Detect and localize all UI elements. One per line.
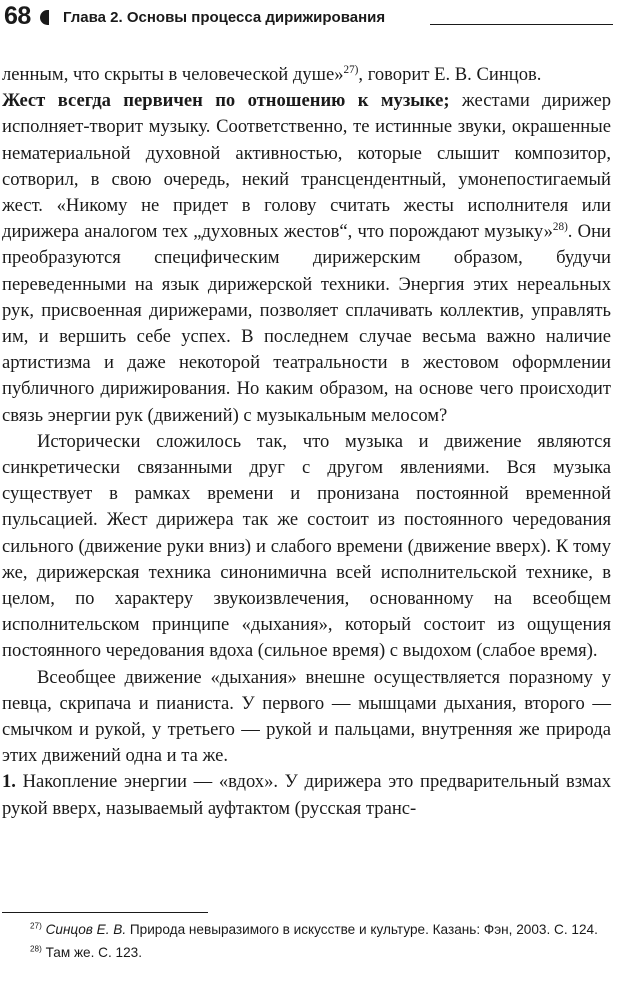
paragraph-1 [2, 62, 611, 429]
p1-text-4: . Они преобразуются специфическим дирижерским образом, будучи переведенными на язык дирижерской техники. Энергия этих нереальных рук, присвоенная дирижерами, позволяет сплачивать коллектив, управлять им, и вершить себе успех. В последнем случае весьма важно наличие артистизма и даже некоторой театральности в жестовом оформлении публичного дирижирования. Но каким образом, на основе чего происходит связь энергии рук (движений) с музыкальным мелосом? [2, 221, 611, 426]
p1-text-3: жестами дирижер исполняет-творит музыку. Соответственно, те истинные звуки, окрашенные нематериальной духовной активностью, которые слышит композитор, сотворил, в свою очередь, некий трансцендентный, умонепостигаемый жест. «Никому не придет в голову считать жесты исполнителя или дирижера аналогом тех „духовных жестов“, что порождают музыку» [2, 90, 611, 243]
p1-text-1: ленным, что скрыты в человеческой душе» [2, 64, 344, 85]
page-number: 68 [4, 2, 31, 30]
footnotes [2, 918, 611, 964]
paragraph-2: Исторически сложилось так, что музыка и движение являются синкретически связанными друг с другом явлениями. Вся музыка существует в рамках времени и пронизана постоянной временной пульсацией. Жест дирижера так же состоит из постоянного чередования сильного (движение руки вниз) и слабого времени (движение вверх). К тому же, дирижерская техника синонимична всей исполнительской технике, в целом, по характеру звукоизвлечения, основанному на всеобщем исполнительском принципе «дыхания», который состоит из ощущения постоянного чередования вдоха (сильное время) с выдохом (слабое время). [2, 430, 611, 662]
header-rule [430, 24, 613, 25]
footnote-ref-27: 27) [343, 63, 359, 76]
paragraph-3: Всеобщее движение «дыхания» внешне осуществляется поразному у певца, скрипача и пианиста. У первого — мышцами дыхания, второго — смычком и рукой, у третьего — рукой и пальцами, внутренняя же природа этих движений одна и та же. [2, 666, 611, 767]
footnote-mark: 28) [30, 944, 42, 954]
footnote-rule [2, 912, 208, 913]
paragraph-4 [2, 769, 611, 821]
footnote-28 [2, 941, 611, 964]
footnote-text: Природа невыразимого в искусстве и культуре. Казань: Фэн, 2003. С. 124. [126, 922, 598, 937]
chapter-title: Глава 2. Основы процесса дирижирования [63, 9, 386, 26]
footnote-author: Синцов Е. В. [45, 922, 127, 937]
p1-text-2: , говорит Е. В. Синцов. [358, 64, 542, 85]
footnote-ref-28: 28) [552, 221, 568, 234]
main-text [2, 62, 611, 822]
header-half-circle-mark [40, 10, 49, 25]
running-header [0, 0, 620, 40]
p4-text: Накопление энергии — «вдох». У дирижера это предварительный взмах рукой вверх, называемый ауфтактом (русская транс- [2, 771, 611, 819]
footnote-mark: 27) [30, 921, 42, 931]
footnote-27 [2, 918, 611, 941]
p1-bold-statement: Жест всегда первичен по отношению к музыке; [2, 90, 450, 112]
footnote-text: Там же. С. 123. [41, 945, 142, 960]
p4-number: 1. [2, 771, 16, 793]
